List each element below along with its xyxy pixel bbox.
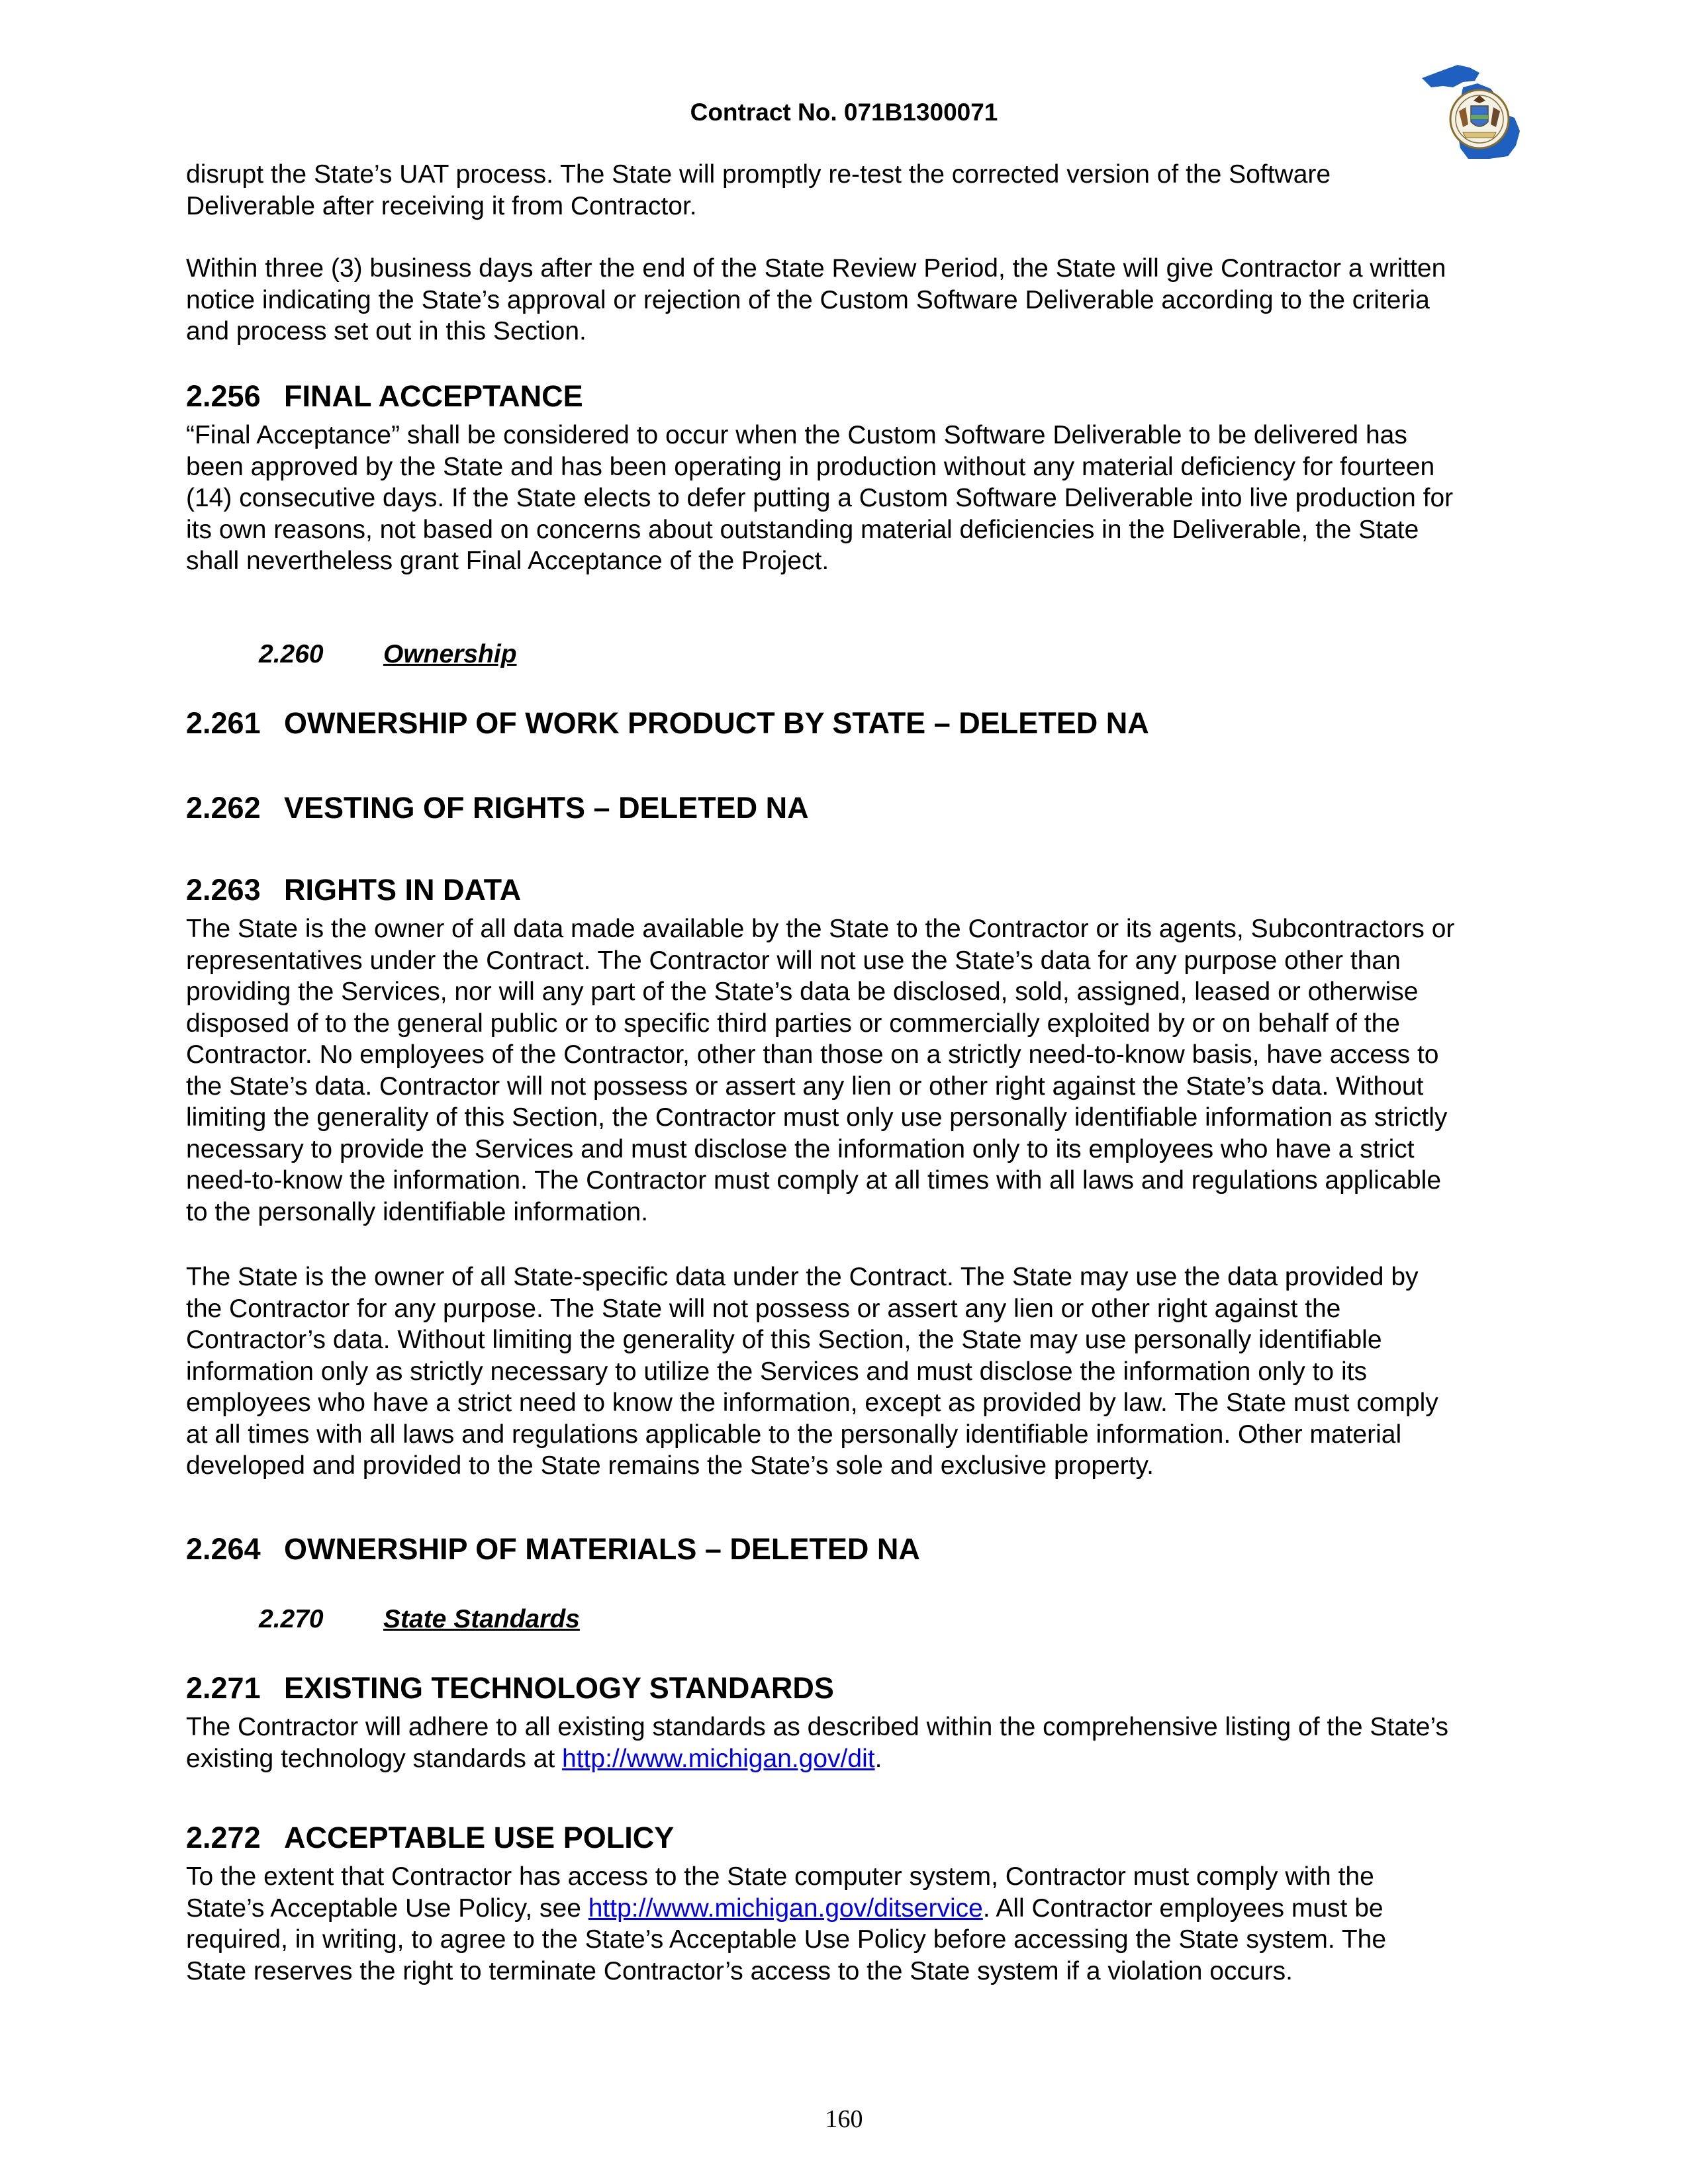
text-line: shall nevertheless grant Final Acceptance of the Project. — [186, 547, 829, 575]
text-line: representatives under the Contract. The Contractor will not use the State’s data for any purpose other than — [186, 946, 1401, 975]
heading-3-260 — [259, 638, 517, 671]
section-title: State Standards — [383, 1605, 580, 1633]
text-line: information only as strictly necessary to utilize the Services and must disclose the information only to its — [186, 1357, 1367, 1386]
section-title: OWNERSHIP OF WORK PRODUCT BY STATE – DELETED NA — [284, 706, 1149, 740]
section-number: 2.263 — [186, 873, 261, 907]
section-number: 2.256 — [186, 379, 261, 413]
section-title: OWNERSHIP OF MATERIALS – DELETED NA — [284, 1532, 920, 1566]
text-line: disposed of to the general public or to specific third parties or commercially exploited by or on behalf of the — [186, 1009, 1400, 1038]
section-title: FINAL ACCEPTANCE — [284, 379, 583, 413]
text-line: need-to-know the information. The Contractor must comply at all times with all laws and regulations applicable — [186, 1166, 1442, 1195]
section-number: 2.272 — [186, 1821, 261, 1854]
paragraph-rights-in-data-1 — [186, 913, 1454, 1228]
contract-number-header: Contract No. 071B1300071 — [690, 99, 998, 126]
text-line: providing the Services, nor will any part of the State’s data be disclosed, sold, assigned, leased or otherwise — [186, 978, 1419, 1006]
text-line: Within three (3) business days after the end of the State Review Period, the State will give Contractor a written — [186, 254, 1446, 283]
text-line: necessary to provide the Services and must disclose the information only to its employees who have a strict — [186, 1134, 1415, 1163]
text-line: disrupt the State’s UAT process. The State will promptly re-test the corrected version of the Software — [186, 160, 1331, 189]
section-number: 2.271 — [186, 1671, 261, 1705]
text-fragment: State’s Acceptable Use Policy, see — [186, 1893, 588, 1923]
section-title: EXISTING TECHNOLOGY STANDARDS — [284, 1671, 834, 1705]
heading-2-261 — [186, 705, 1149, 741]
text-line: at all times with all laws and regulations applicable to the personally identifiable information. Other material — [186, 1420, 1402, 1449]
text-line: Contractor. No employees of the Contractor, other than those on a strictly need-to-know basis, have access to — [186, 1040, 1439, 1069]
text-line: the State’s data. Contractor will not possess or assert any lien or other right against the State’s data. Without — [186, 1071, 1424, 1101]
michigan-state-seal-icon — [1417, 58, 1526, 161]
text-line: limiting the generality of this Section, the Contractor must only use personally identifiable information as strictly — [186, 1103, 1448, 1132]
section-number: 2.261 — [186, 706, 261, 740]
paragraph-technology-standards — [186, 1711, 1448, 1774]
section-title: VESTING OF RIGHTS – DELETED NA — [284, 791, 809, 825]
heading-3-270 — [259, 1603, 580, 1636]
text-line: been approved by the State and has been operating in production without any material deficiency for fourteen — [186, 452, 1435, 481]
text-line — [186, 1893, 1386, 1925]
heading-2-263 — [186, 872, 521, 908]
text-line: the Contractor for any purpose. The State will not possess or assert any lien or other right against the — [186, 1294, 1341, 1323]
heading-2-256 — [186, 379, 583, 414]
section-number: 2.262 — [186, 791, 261, 825]
text-line: State reserves the right to terminate Contractor’s access to the State system if a violation occurs. — [186, 1956, 1293, 1985]
text-line: and process set out in this Section. — [186, 317, 586, 345]
text-line: notice indicating the State’s approval or rejection of the Custom Software Deliverable according to the criteria — [186, 285, 1430, 314]
section-number: 2.264 — [186, 1532, 261, 1566]
text-line: Contractor’s data. Without limiting the generality of this Section, the State may use personally identifiable — [186, 1326, 1382, 1354]
text-line: The State is the owner of all data made available by the State to the Contractor or its agents, Subcontractors or — [186, 915, 1455, 943]
text-line: Deliverable after receiving it from Contractor. — [186, 191, 697, 220]
text-fragment: . — [874, 1744, 882, 1773]
text-line: to the personally identifiable information. — [186, 1197, 649, 1226]
text-line: employees who have a strict need to know the information, except as provided by law. The State must comply — [186, 1388, 1438, 1417]
text-fragment: . All Contractor employees must be — [982, 1893, 1383, 1923]
section-number: 2.260 — [259, 640, 324, 668]
text-fragment: existing technology standards at — [186, 1744, 563, 1773]
heading-2-264 — [186, 1531, 920, 1567]
michigan-dit-link[interactable]: http://www.michigan.gov/dit — [562, 1744, 875, 1773]
heading-2-272 — [186, 1820, 674, 1856]
page-number: 160 — [825, 2105, 863, 2133]
text-line: The State is the owner of all State-specific data under the Contract. The State may use the data provided by — [186, 1263, 1419, 1291]
paragraph-final-acceptance — [186, 420, 1453, 577]
section-title: Ownership — [383, 640, 517, 668]
text-line: developed and provided to the State remains the State’s sole and exclusive property. — [186, 1451, 1154, 1480]
section-number: 2.270 — [259, 1605, 324, 1633]
section-title: RIGHTS IN DATA — [284, 873, 522, 907]
heading-2-271 — [186, 1670, 834, 1706]
text-line: required, in writing, to agree to the State’s Acceptable Use Policy before accessing the State system. The — [186, 1925, 1387, 1954]
section-title: ACCEPTABLE USE POLICY — [284, 1821, 675, 1854]
paragraph-uat-retest — [186, 159, 1331, 222]
paragraph-rights-in-data-2 — [186, 1261, 1438, 1482]
text-line: (14) consecutive days. If the State elects to defer putting a Custom Software Deliverable into live production for — [186, 484, 1454, 512]
text-line: To the extent that Contractor has access to the State computer system, Contractor must comply with the — [186, 1862, 1374, 1891]
text-line: its own reasons, not based on concerns about outstanding material deficiencies in the Deliverable, the State — [186, 515, 1419, 544]
heading-2-262 — [186, 790, 809, 826]
text-line: The Contractor will adhere to all existing standards as described within the comprehensive listing of the State’s — [186, 1713, 1448, 1741]
paragraph-review-notice — [186, 253, 1446, 347]
michigan-ditservice-link[interactable]: http://www.michigan.gov/ditservice — [588, 1893, 983, 1923]
paragraph-acceptable-use — [186, 1861, 1386, 1987]
text-line — [186, 1743, 1448, 1775]
text-line: “Final Acceptance” shall be considered to occur when the Custom Software Deliverable to be delivered has — [186, 421, 1407, 449]
